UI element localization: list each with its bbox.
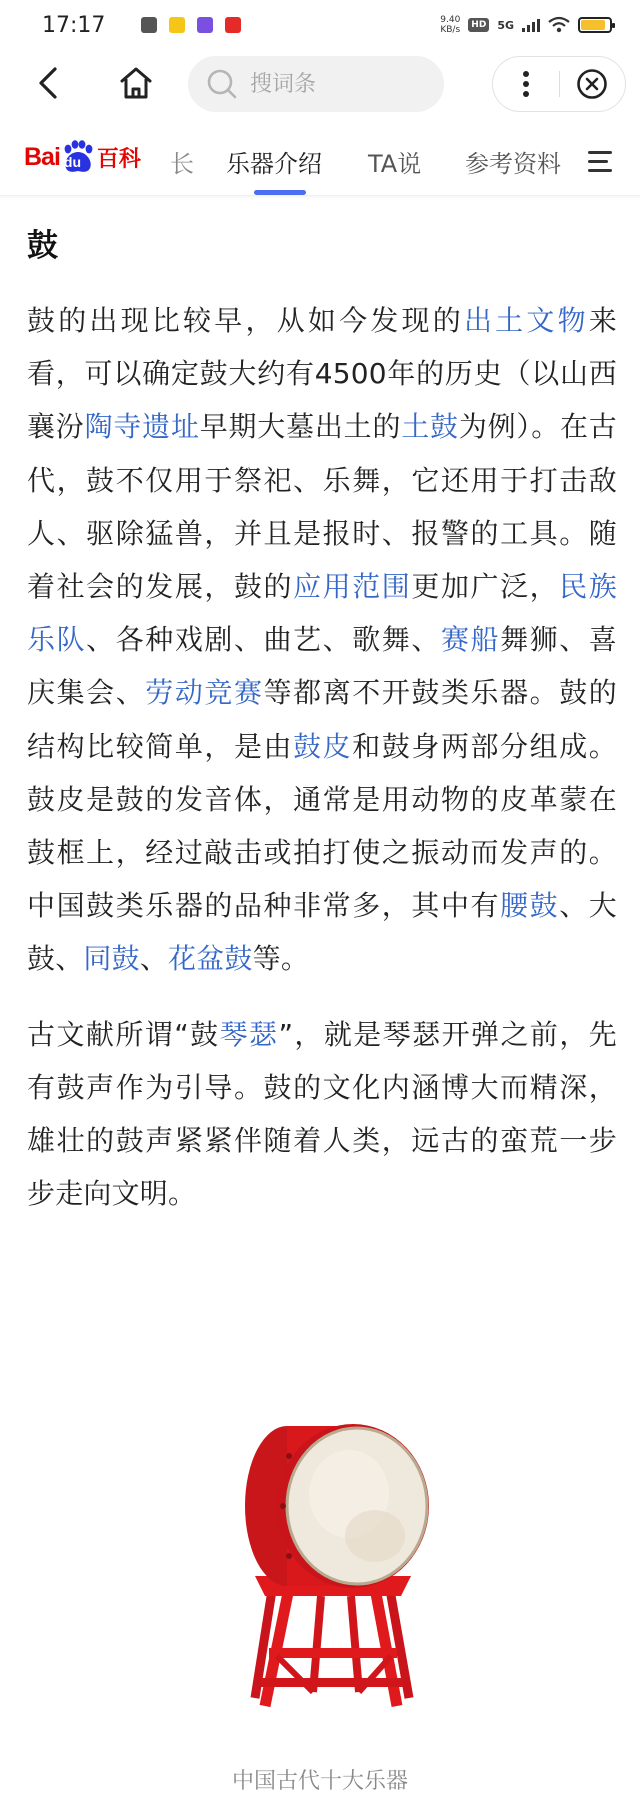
paragraph-1 [27,294,617,986]
notification-app-icon [169,17,185,33]
nav-bar [0,50,640,120]
more-vertical-icon [522,70,530,98]
notification-app-icon [141,17,157,33]
article-text: 、大鼓、 [27,889,618,976]
back-button[interactable] [28,58,68,108]
baidu-baike-logo[interactable] [24,140,141,174]
article-content [27,220,617,1220]
article-link[interactable]: 鼓皮 [293,729,353,763]
paragraph-2 [27,1008,617,1221]
close-circle-icon [576,68,608,100]
article-text: 、 [139,942,169,976]
battery-fill [581,20,605,30]
article-link[interactable]: 应用范围 [293,570,412,604]
status-indicators [440,15,612,35]
menu-icon-line [588,169,612,172]
chevron-left-icon [37,66,59,100]
article-link[interactable]: 民族乐队 [27,570,617,657]
section-title: 鼓 [27,228,58,264]
article-text: 舞狮、喜庆集会、 [27,623,617,710]
hd-badge: HD [468,18,489,32]
article-text: 为例）。在古代，鼓不仅用于祭祀、乐舞，它还用于打击敌人、驱除猛兽，并且是报时、报警的工具。随着社会的发展，鼓的 [27,410,617,604]
article-link[interactable]: 同鼓 [83,942,140,976]
logo-du: du [63,154,82,170]
tab-active-indicator [254,190,306,195]
menu-icon-line [588,151,612,154]
tab-ta-says[interactable]: TA说 [368,150,422,178]
tab-references[interactable]: 参考资料 [465,150,561,178]
article-link[interactable]: 腰鼓 [500,889,560,923]
notification-app-icon [225,17,241,33]
paw-icon [61,140,95,174]
article-link[interactable]: 赛船 [440,623,501,657]
tab-partial[interactable]: 长 [170,150,194,178]
article-text: 和鼓身两部分组成。鼓皮是鼓的发音体，通常是用动物的皮革蒙在鼓框上，经过敲击或拍打使之振动而发声的。中国鼓类乐器的品种非常多，其中有 [27,729,617,923]
home-button[interactable] [112,58,160,108]
article-text: 更加广泛， [411,570,560,604]
home-icon [119,66,153,100]
article-link[interactable]: 劳动竞赛 [145,676,264,710]
logo-bai: Bai [24,142,60,171]
more-button[interactable] [493,57,559,111]
status-bar [0,0,640,50]
article-text: 来看，可以确定鼓大约有4500年的历史（以山西襄汾 [27,304,617,444]
article-text: 、各种戏剧、曲艺、歌舞、 [86,623,441,657]
article-text: 古文献所谓“鼓 [27,1017,220,1051]
net-speed [440,15,460,35]
article-link[interactable]: 琴瑟 [219,1017,279,1051]
menu-button[interactable] [588,144,618,178]
wifi-icon [548,17,570,33]
close-button[interactable] [560,57,626,111]
status-notification-icons [141,17,241,33]
article-text: 鼓的出现比较早，从如今发现的 [27,304,464,337]
tab-instrument-intro[interactable]: 乐器介绍 [226,150,322,178]
net-speed-unit: KB/s [440,25,461,35]
tab-bar [0,130,640,196]
mini-program-capsule [492,56,626,112]
net-speed-value: 9.40 [440,15,461,25]
status-time: 17:17 [42,12,106,38]
logo-baike: 百科 [96,146,141,172]
image-caption: 中国古代十大乐器 [231,1769,408,1794]
article-text: ”，就是琴瑟开弹之前，先有鼓声作为引导。鼓的文化内涵博大而精深，雄壮的鼓声紧紧伴随着人类，远古的蛮荒一步步走向文明。 [27,1017,617,1211]
notification-app-icon [197,17,213,33]
drum-illustration [225,1416,435,1708]
article-link[interactable]: 花盆鼓 [168,942,253,976]
search-bar[interactable] [188,56,444,112]
signal-icon [522,18,540,32]
article-link[interactable]: 土鼓 [401,410,459,444]
article-link[interactable]: 出土文物 [463,304,589,337]
menu-icon-line [588,160,608,163]
search-input[interactable] [250,72,430,97]
article-text: 等。 [252,942,310,976]
network-type: 5G [497,18,514,32]
article-link[interactable]: 陶寺遗址 [84,410,200,444]
article-text: 等都离不开鼓类乐器。鼓的结构比较简单，是由 [27,676,617,763]
search-icon [206,68,238,100]
battery-icon [578,17,612,33]
drum-image[interactable] [225,1416,435,1708]
article-text: 早期大墓出土的 [199,410,402,444]
